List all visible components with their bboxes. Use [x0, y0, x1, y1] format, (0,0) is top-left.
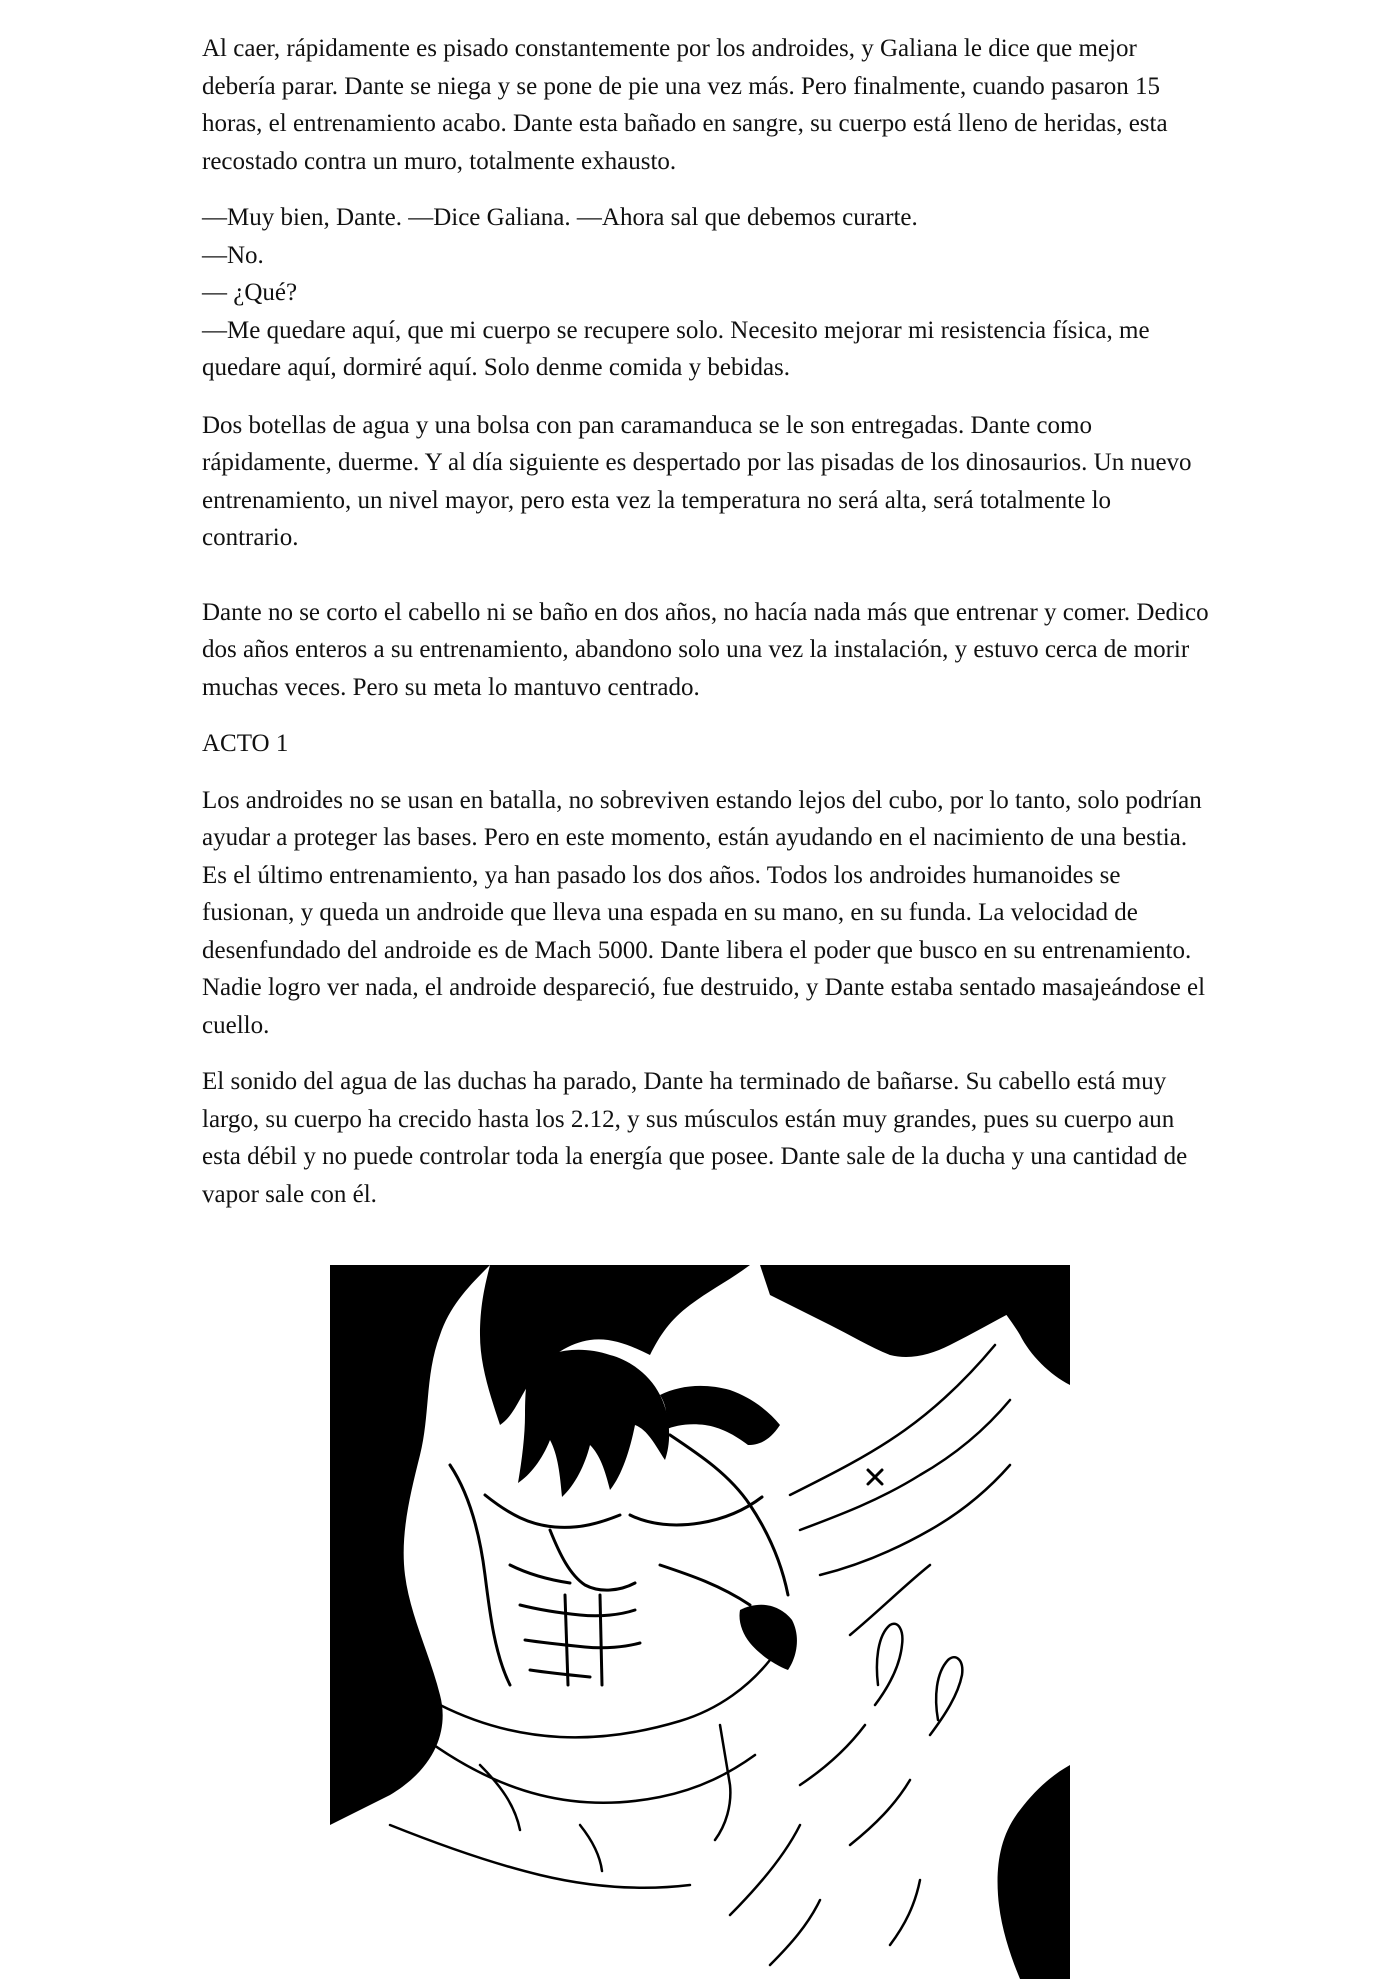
- ink-illustration: [330, 1265, 1070, 1979]
- paragraph-training-end: Al caer, rápidamente es pisado constantemente por los androides, y Galiana le dice que mejor debería parar. Dante se niega y se pone de pie una vez más. Pero finalmente, cuando pasaron 15 horas, el entrenamiento acabo. Dante esta bañado en sangre, su cuerpo está lleno de heridas, esta recostado contra un muro, totalmente exhausto.: [202, 35, 1168, 175]
- dialogue-line: —No.: [202, 241, 264, 269]
- paragraph-shower: El sonido del agua de las duchas ha parado, Dante ha terminado de bañarse. Su cabello está muy largo, su cuerpo ha crecido hasta los 2.12, y sus músculos están muy grandes, pues su cuerpo aun esta débil y no puede controlar toda la energía que posee. Dante sale de la ducha y una cantidad de vapor sale con él.: [202, 1068, 1188, 1208]
- paper-background: [330, 1265, 1070, 1979]
- paragraph-two-years: Dante no se corto el cabello ni se baño en dos años, no hacía nada más que entrenar y comer. Dedico dos años enteros a su entrenamiento, abandono solo una vez la instalación, y estuvo cerca de morir muchas veces. Pero su meta lo mantuvo centrado.: [202, 598, 1209, 701]
- paragraph-water-bottles: Dos botellas de agua y una bolsa con pan caramanduca se le son entregadas. Dante como rápidamente, duerme. Y al día siguiente es despertado por las pisadas de los dinosaurios. Un nuevo entrenamiento, un nivel mayor, pero esta vez la temperatura no será alta, será totalmente lo contrario.: [202, 411, 1192, 551]
- dialogue-line: — ¿Qué?: [202, 279, 298, 306]
- dialogue-line: —Me quedare aquí, que mi cuerpo se recupere solo. Necesito mejorar mi resistencia física, me quedare aquí, dormiré aquí. Solo denme comida y bebidas.: [202, 316, 1150, 381]
- dialogue-block: [202, 199, 1212, 387]
- ink-drawing-svg: [330, 1265, 1070, 1979]
- dialogue-line: —Muy bien, Dante. —Dice Galiana. —Ahora sal que debemos curarte.: [202, 204, 918, 231]
- paragraph-androids: Los androides no se usan en batalla, no sobreviven estando lejos del cubo, por lo tanto, solo podrían ayudar a proteger las bases. Pero en este momento, están ayudando en el nacimiento de una bestia. Es el último entrenamiento, ya han pasado los dos años. Todos los androides humanoides se fusionan, y queda un androide que lleva una espada en su mano, en su funda. La velocidad de desenfundado del androide es de Mach 5000. Dante libera el poder que busco en su entrenamiento. Nadie logro ver nada, el androide despareció, fue destruido, y Dante estaba sentado masajeándose el cuello.: [202, 786, 1206, 1039]
- section-heading: ACTO 1: [202, 730, 289, 757]
- body-text: [202, 30, 1212, 1213]
